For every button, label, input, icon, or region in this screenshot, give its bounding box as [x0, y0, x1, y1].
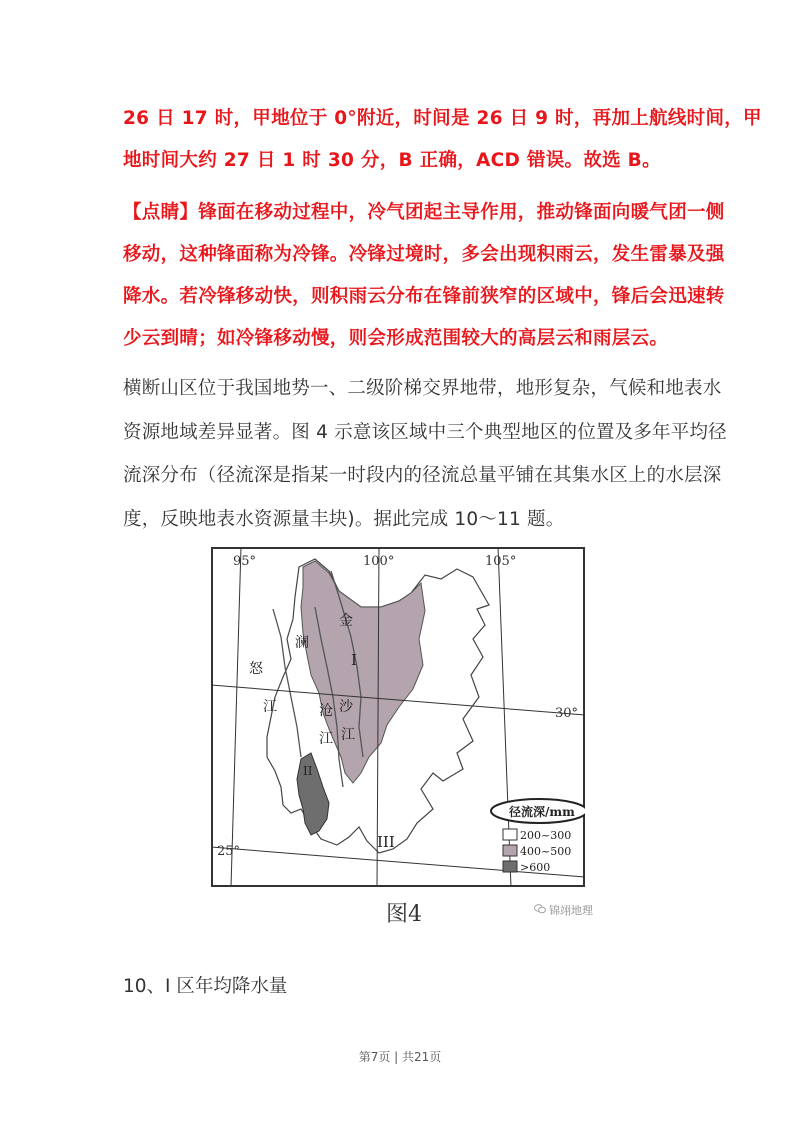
watermark [534, 902, 593, 918]
intro-line: 度，反映地表水资源量丰块)。据此完成 10～11 题。 [123, 508, 565, 530]
lon-label: 105° [485, 554, 517, 569]
legend-label: 200~300 [520, 829, 572, 842]
answer-line: 地时间大约 27 日 1 时 30 分，B 正确，ACD 错误。故选 B。 [123, 150, 661, 171]
legend-swatch-low [503, 829, 517, 840]
tip-paragraph [123, 192, 725, 360]
river-label: 怒 [249, 661, 263, 677]
figure-caption: 图4 [386, 902, 422, 927]
lon-label: 100° [363, 554, 395, 569]
region-label: II [303, 764, 313, 778]
legend-label: 400~500 [520, 845, 572, 858]
intro-line: 资源地域差异显著。图 4 示意该区域中三个典型地区的位置及多年平均径 [123, 421, 727, 443]
lon-label: 95° [233, 554, 257, 569]
river-label: 沧 [319, 703, 333, 719]
river-label: 澜 [295, 635, 309, 651]
legend-swatch-medium [503, 845, 517, 856]
tip-line: 少云到晴；如冷锋移动慢，则会形成范围较大的高层云和雨层云。 [123, 328, 669, 349]
river-label: 江 [263, 699, 277, 715]
lat-label: 25° [217, 844, 241, 859]
tip-line: 【点睛】锋面在移动过程中，冷气团起主导作用，推动锋面向暖气团一侧 [123, 202, 725, 223]
legend-label: >600 [520, 861, 551, 874]
intro-line: 流深分布（径流深是指某一时段内的径流总量平铺在其集水区上的水层深 [123, 465, 722, 486]
river-label: 沙 [339, 699, 353, 715]
question-intro [123, 367, 727, 541]
river-label: 江 [319, 731, 333, 747]
lat-label: 30° [555, 706, 579, 721]
answer-explanation [123, 98, 762, 182]
wechat-icon [534, 904, 546, 917]
river-label: 江 [341, 727, 355, 743]
question-10: 10、I 区年均降水量 [123, 976, 288, 997]
answer-line: 26 日 17 时，甲地位于 0°附近，时间是 26 日 9 时，再加上航线时间，甲 [123, 108, 762, 129]
region-label: III [377, 833, 395, 851]
hengduan-runoff-map [211, 547, 585, 887]
legend-swatch-high [503, 861, 517, 872]
legend-title: 径流深/mm [509, 805, 575, 819]
region-label: I [351, 651, 357, 669]
river-label: 金 [339, 613, 353, 629]
intro-line: 横断山区位于我国地势一、二级阶梯交界地带，地形复杂，气候和地表水 [123, 378, 722, 399]
tip-line: 移动，这种锋面称为冷锋。冷锋过境时，多会出现积雨云，发生雷暴及强 [123, 244, 725, 265]
tip-line: 降水。若冷锋移动快，则积雨云分布在锋前狭窄的区域中，锋后会迅速转 [123, 286, 725, 307]
page-footer: 第7页 | 共21页 [358, 1050, 442, 1064]
watermark-text: 锦翊地理 [549, 904, 593, 917]
